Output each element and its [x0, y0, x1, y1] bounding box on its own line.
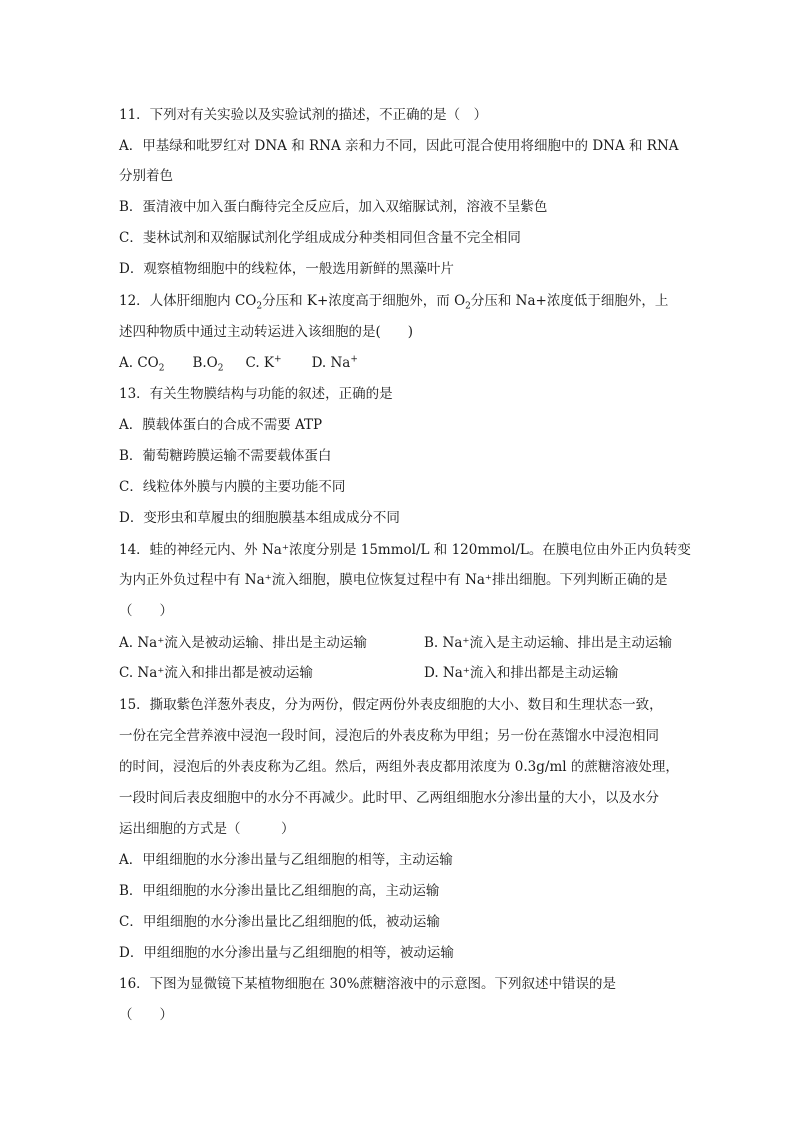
q11-option-a-line1: A．甲基绿和吡罗红对 DNA 和 RNA 亲和力不同，因此可混合使用将细胞中的 DNA 和 RNA	[119, 138, 679, 154]
q15-option-c: C．甲组细胞的水分渗出量比乙组细胞的低，被动运输	[119, 914, 440, 930]
q12-stem-part3: 分压和 Na+浓度低于细胞外，上	[470, 293, 669, 309]
q12-option-c	[245, 355, 281, 371]
q14-option-b: B. Na⁺流入是主动运输、排出是主动运输	[424, 635, 672, 651]
q12-stem-line1	[119, 292, 668, 310]
q15-stem-line1: 15．撕取紫色洋葱外表皮，分为两份，假定两份外表皮细胞的大小、数目和生理状态一致，	[119, 697, 663, 713]
q12-option-c-text: C. K	[245, 355, 275, 371]
q11-stem: 11．下列对有关实验以及实验试剂的描述，不正确的是（ ）	[119, 107, 488, 123]
q15-option-d: D．甲组细胞的水分渗出量与乙组细胞的相等，被动运输	[119, 945, 454, 961]
q12-stem-line2: 述四种物质中通过主动转运进入该细胞的是( )	[119, 324, 414, 340]
q12-stem-part2: 分压和 K+浓度高于细胞外，而 O	[262, 293, 466, 309]
q11-option-a-line2: 分别着色	[119, 168, 173, 184]
q12-option-b	[192, 355, 224, 374]
q13-stem: 13．有关生物膜结构与功能的叙述，正确的是	[119, 386, 393, 402]
q15-stem-line2: 一份在完全营养液中浸泡一段时间，浸泡后的外表皮称为甲组；另一份在蒸馏水中浸泡相同	[119, 728, 659, 744]
q12-option-a	[119, 355, 165, 374]
q15-stem-line5: 运出细胞的方式是（ ）	[119, 821, 295, 837]
q12-option-d-text: D. Na	[311, 355, 351, 371]
q12-option-d	[312, 355, 358, 371]
q15-stem-line3: 的时间，浸泡后的外表皮称为乙组。然后，两组外表皮都用浓度为 0.3g/ml 的蔗糖溶液处理，	[119, 759, 679, 775]
q11-option-b: B．蛋清液中加入蛋白酶待完全反应后，加入双缩脲试剂，溶液不呈紫色	[119, 199, 548, 215]
q14-option-c: C. Na⁺流入和排出都是被动运输	[119, 665, 313, 681]
q14-option-a: A. Na⁺流入是被动运输、排出是主动运输	[119, 635, 367, 651]
q14-option-d: D. Na⁺流入和排出都是主动运输	[424, 665, 619, 681]
q13-option-a: A．膜载体蛋白的合成不需要 ATP	[119, 417, 323, 433]
q13-option-b: B．葡萄糖跨膜运输不需要载体蛋白	[119, 448, 332, 464]
q15-option-a: A．甲组细胞的水分渗出量与乙组细胞的相等，主动运输	[119, 852, 453, 868]
q14-stem-line3: （ ）	[119, 603, 173, 619]
q11-option-c: C．斐林试剂和双缩脲试剂化学组成成分种类相同但含量不完全相同	[119, 230, 521, 246]
q12-option-b-text: B.O	[192, 355, 218, 371]
q13-option-c: C．线粒体外膜与内膜的主要功能不同	[119, 479, 346, 495]
q15-option-b: B．甲组细胞的水分渗出量比乙组细胞的高，主动运输	[119, 883, 440, 899]
q15-stem-line4: 一段时间后表皮细胞中的水分不再减少。此时甲、乙两组细胞水分渗出量的大小，以及水分	[119, 790, 659, 806]
q14-stem-line2: 为内正外负过程中有 Na⁺流入细胞，膜电位恢复过程中有 Na⁺排出细胞。下列判断正确的是	[119, 572, 668, 588]
q14-stem-line1: 14．蛙的神经元内、外 Na⁺浓度分别是 15mmol/L 和 120mmol/L。在膜电位由外正内负转变	[119, 542, 691, 558]
q12-stem-sub1: 2	[256, 301, 263, 312]
q12-option-a-text: A. CO	[119, 355, 159, 371]
q16-stem-line1: 16．下图为显微镜下某植物细胞在 30%蔗糖溶液中的示意图。下列叙述中错误的是	[119, 976, 616, 992]
q11-option-d: D．观察植物细胞中的线粒体，一般选用新鲜的黑藻叶片	[119, 261, 454, 277]
q12-option-d-sup: +	[350, 354, 358, 365]
q12-option-c-sup: +	[274, 354, 282, 365]
q12-option-a-sub: 2	[158, 363, 165, 374]
q12-stem-part1: 12．人体肝细胞内 CO	[119, 293, 257, 309]
q12-stem-sub2: 2	[465, 301, 471, 312]
q12-options	[119, 354, 358, 372]
q13-option-d: D．变形虫和草履虫的细胞膜基本组成成分不同	[119, 510, 400, 526]
q16-stem-line2: （ ）	[119, 1007, 173, 1023]
q12-option-b-sub: 2	[217, 363, 224, 374]
